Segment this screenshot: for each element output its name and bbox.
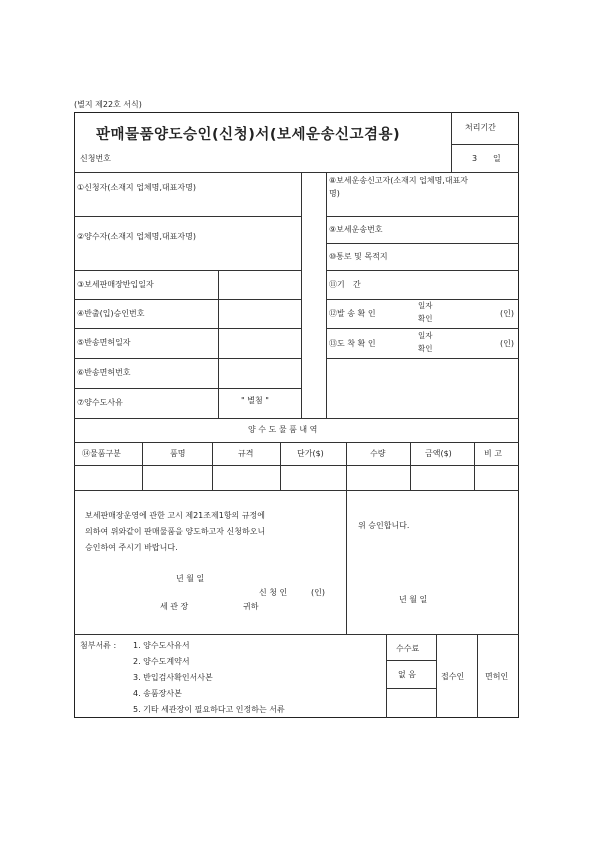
goods-col-remarks: 비 고 [484,449,502,458]
form-caption: (별지 제22호 서식) [74,100,142,109]
divider [301,172,302,418]
applicant-label: ①신청자(소재지 업체명,대표자명) [77,183,196,192]
divider [326,358,519,359]
attachments-label: 첨부서류 : [80,641,117,650]
divider [386,688,436,689]
divider [74,418,519,419]
dispatch-confirm-label: 확인 [418,314,433,323]
transfer-reason-label: ⑦양수도사유 [77,398,123,407]
divider [326,299,519,300]
honorific: 귀하 [243,602,259,611]
divider [74,270,301,271]
divider [142,442,143,490]
processing-unit: 일 [493,154,501,163]
divider [346,490,347,634]
goods-col-name: 품명 [170,449,186,458]
customs-chief: 세 관 장 [160,602,189,611]
arrival-seal: (인) [500,339,514,348]
divider [326,270,519,271]
divider [346,442,347,490]
transport-declarant-label-cont: 명) [329,189,340,198]
divider [386,634,387,718]
divider [386,660,436,661]
transport-declarant-label: ⑧보세운송신고자(소재지 업체명,대표자 [329,176,469,185]
declaration-seal: (인) [311,588,325,597]
dispatch-date-label: 일자 [418,301,433,310]
declaration-date: 년 월 일 [176,574,205,583]
arrival-check-label: ⑬도 착 확 인 [329,339,376,348]
divider [74,216,301,217]
arrival-date-label: 일자 [418,331,433,340]
divider [74,328,301,329]
period-label-cont: 간 [353,280,361,289]
divider [74,634,519,635]
processing-period-label: 처리기간 [465,123,496,132]
dispatch-check-label: ⑫발 송 확 인 [329,309,376,318]
period-label: ⑪기 [329,280,345,289]
application-no-label: 신청번호 [80,154,111,163]
release-license-date-label: ⑤반송면허일자 [77,338,131,347]
license-seal-label: 면허인 [485,672,509,681]
divider [212,442,213,490]
form-title: 판매물품양도승인(신청)서(보세운송신고겸용) [96,127,401,143]
divider [74,358,301,359]
route-destination-label: ⑩통로 및 목적지 [329,252,388,261]
attachment-item: 5. 기타 세관장이 필요하다고 인정하는 서류 [133,705,285,714]
declaration-line-2: 의하여 위와같이 판매물품을 양도하고자 신청하오니 [85,527,266,536]
goods-col-unit-price: 단가($) [297,449,324,458]
arrival-confirm-label: 확인 [418,344,433,353]
approval-text: 위 승인합니다. [358,521,410,530]
declaration-applicant: 신 청 인 [259,588,288,597]
divider [74,465,519,466]
divider [326,243,519,244]
bonded-sales-date-label: ③보세판매장반입일자 [77,280,154,289]
divider [74,388,301,389]
attachment-item: 1. 양수도사유서 [133,641,190,650]
divider [218,270,219,418]
release-license-no-label: ⑥반송면허번호 [77,368,131,377]
attachment-item: 2. 양수도계약서 [133,657,190,666]
receipt-label: 접수인 [441,672,465,681]
import-approval-no-label: ④반출(입)승인번호 [77,309,145,318]
divider [326,172,327,418]
fee-value: 없 음 [398,670,416,679]
divider [477,634,478,718]
divider [74,172,519,173]
divider [74,490,519,491]
divider [451,144,519,145]
goods-col-category: ⑭물품구분 [82,449,121,458]
divider [326,216,519,217]
divider [436,634,437,718]
divider [326,328,519,329]
divider [74,299,301,300]
goods-section-title: 양 수 도 물 품 내 역 [248,425,318,434]
fee-label: 수수료 [396,644,420,653]
attachment-item: 4. 송품장사본 [133,689,182,698]
goods-col-quantity: 수량 [370,449,386,458]
transport-no-label: ⑨보세운송번호 [329,225,383,234]
transferee-label: ②양수자(소재지 업체명,대표자명) [77,232,196,241]
approval-date: 년 월 일 [399,595,428,604]
processing-days: 3 [472,154,478,163]
form-frame [74,112,519,718]
divider [410,442,411,490]
divider [280,442,281,490]
declaration-line-1: 보세판매장운영에 관한 고시 제21조제1항의 규정에 [85,511,265,520]
divider [451,112,452,172]
divider [74,442,519,443]
goods-col-amount: 금액($) [425,449,452,458]
transfer-reason-value: " 별첨 " [241,396,269,405]
attachment-item: 3. 반입검사확인서사본 [133,673,213,682]
declaration-line-3: 승인하여 주시기 바랍니다. [85,543,178,552]
divider [474,442,475,490]
goods-col-spec: 규격 [238,449,254,458]
dispatch-seal: (인) [500,309,514,318]
